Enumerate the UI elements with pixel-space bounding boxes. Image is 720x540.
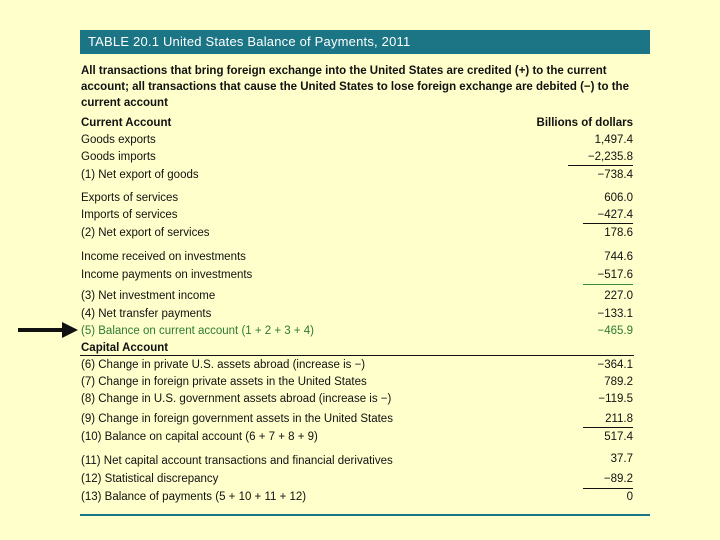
row-value-statistical-discrepancy: −89.2 <box>603 473 633 485</box>
row-value-goods-exports: 1,497.4 <box>594 134 633 146</box>
row-value-balance-of-payments: 0 <box>626 491 633 503</box>
row-value-net-transfer-payments: −133.1 <box>597 308 633 320</box>
row-value-net-export-services: 178.6 <box>604 227 633 239</box>
row-label-goods-imports: Goods imports <box>81 151 156 163</box>
row-label-income-received: Income received on investments <box>81 251 246 263</box>
current-account-heading: Current Account <box>81 117 172 129</box>
row-value-net-export-goods: −738.4 <box>597 169 633 181</box>
row-label-net-transfer-payments: (4) Net transfer payments <box>81 308 212 320</box>
arrow-right-icon <box>18 320 78 340</box>
row-label-net-capital-transactions: (11) Net capital account transactions and financial derivatives <box>81 455 393 467</box>
row-value-exports-services: 606.0 <box>604 192 633 204</box>
table-intro: All transactions that bring foreign exchange into the United States are credited (+) to the current account; all transactions that cause the United States to lose foreign exchange are debited (−) to the current account <box>81 65 629 109</box>
row-value-income-payments: −517.6 <box>597 269 633 281</box>
subtotal-rule-investment <box>583 284 633 285</box>
row-label-net-export-services: (2) Net export of services <box>81 227 210 239</box>
row-value-net-investment-income: 227.0 <box>604 290 633 302</box>
row-label-net-export-goods: (1) Net export of goods <box>81 169 199 181</box>
row-value-net-capital-transactions: 37.7 <box>610 453 633 465</box>
row-value-goods-imports: −2,235.8 <box>587 151 633 163</box>
row-label-net-investment-income: (3) Net investment income <box>81 290 216 302</box>
row-label-imports-services: Imports of services <box>81 209 178 221</box>
row-label-balance-current-account: (5) Balance on current account (1 + 2 + 3 + 4) <box>81 325 315 337</box>
units-heading: Billions of dollars <box>536 117 633 129</box>
row-label-balance-capital-account: (10) Balance on capital account (6 + 7 + 8 + 9) <box>81 431 318 443</box>
subtotal-rule-goods <box>568 165 633 166</box>
row-label-income-payments: Income payments on investments <box>81 269 253 281</box>
row-value-balance-current-account: −465.9 <box>597 325 633 337</box>
row-label-foreign-private-assets: (7) Change in foreign private assets in the United States <box>81 376 367 388</box>
row-value-imports-services: −427.4 <box>597 209 633 221</box>
subtotal-rule-discrepancy <box>583 488 633 489</box>
row-value-us-government-assets: −119.5 <box>598 393 633 405</box>
capital-account-rule <box>80 355 634 356</box>
row-label-foreign-government-assets: (9) Change in foreign government assets in the United States <box>81 413 393 425</box>
subtotal-rule-services <box>583 223 633 224</box>
row-value-income-received: 744.6 <box>604 251 633 263</box>
subtotal-rule-capital <box>583 427 633 428</box>
row-label-private-us-assets: (6) Change in private U.S. assets abroad (increase is −) <box>81 359 366 371</box>
row-value-foreign-private-assets: 789.2 <box>604 376 633 388</box>
row-value-private-us-assets: −364.1 <box>597 359 633 371</box>
table-bottom-rule <box>80 514 650 516</box>
row-label-exports-services: Exports of services <box>81 192 179 204</box>
row-value-balance-capital-account: 517.4 <box>604 431 633 443</box>
capital-account-heading: Capital Account <box>81 342 169 354</box>
row-label-us-government-assets: (8) Change in U.S. government assets abroad (increase is −) <box>81 393 392 405</box>
row-label-statistical-discrepancy: (12) Statistical discrepancy <box>81 473 219 485</box>
row-label-balance-of-payments: (13) Balance of payments (5 + 10 + 11 + 12) <box>81 491 307 503</box>
table-title: TABLE 20.1 United States Balance of Payments, 2011 <box>80 30 650 54</box>
row-label-goods-exports: Goods exports <box>81 134 156 146</box>
row-value-foreign-government-assets: 211.8 <box>605 413 633 425</box>
